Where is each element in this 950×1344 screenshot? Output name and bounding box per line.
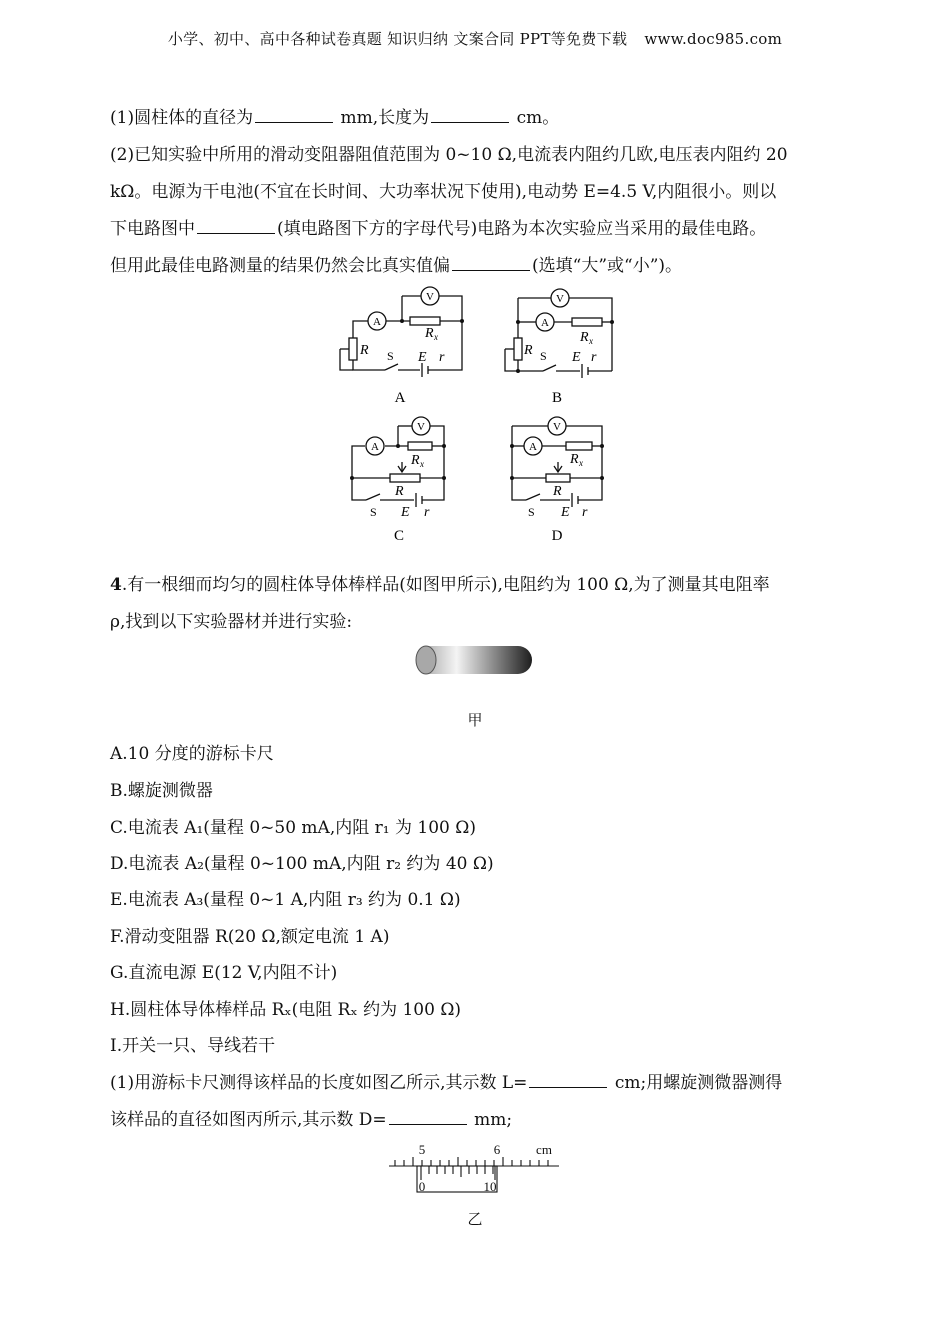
q3-p2-l4-text-a: 但用此最佳电路测量的结果仍然会比真实值偏 <box>110 256 450 276</box>
sym-v: V <box>553 421 561 433</box>
q4-p1-text-d: mm; <box>474 1110 513 1130</box>
unit-label: cm <box>536 1142 552 1157</box>
sym-s: S <box>387 349 394 363</box>
sym-rx: R <box>580 330 589 345</box>
answer-blank-circuit[interactable] <box>197 219 275 234</box>
sym-rx: R <box>570 452 579 467</box>
q3-p2-l4-text-b: (选填“大”或“小”)。 <box>532 256 683 276</box>
q3-p1-text-a: (1)圆柱体的直径为 <box>110 108 254 128</box>
circuit-label-d: D <box>551 528 563 544</box>
q4-item-i: I.开关一只、导线若干 <box>110 1036 276 1056</box>
circuit-label-b: B <box>551 390 563 406</box>
sym-a: A <box>371 441 379 453</box>
answer-blank-l[interactable] <box>529 1073 607 1088</box>
q4-item-e: E.电流表 A₃(量程 0~1 A,内阻 r₃ 约为 0.1 Ω) <box>110 890 461 910</box>
vernier-caliper <box>385 1140 575 1200</box>
q4-part1-line1 <box>110 1073 782 1093</box>
q4-intro-line1 <box>110 575 770 595</box>
sym-r: R <box>395 484 404 499</box>
sym-a: A <box>529 441 537 453</box>
sym-r-int: r <box>439 350 445 365</box>
sym-sub-x: x <box>434 332 438 342</box>
q3-p2-l3-text-a: 下电路图中 <box>110 219 195 239</box>
main-scale-ticks <box>395 1157 548 1166</box>
sym-e: E <box>401 505 410 520</box>
answer-blank-length[interactable] <box>431 108 509 123</box>
sym-r-int: r <box>582 505 588 520</box>
q3-p2-line2: kΩ。电源为干电池(不宜在长时间、大功率状况下使用),电动势 E=4.5 V,内阻很小。则以 <box>110 182 777 202</box>
circuit-label-a: A <box>394 390 406 406</box>
q4-p1-text-c: 该样品的直径如图丙所示,其示数 D= <box>110 1110 387 1130</box>
q4-number: 4 <box>110 575 122 595</box>
q3-p1-text-b: mm,长度为 <box>340 108 430 128</box>
sym-rx: R <box>425 326 434 341</box>
vernier-scale-ticks <box>421 1166 495 1180</box>
sym-rx: R <box>411 453 420 468</box>
sym-s: S <box>540 349 547 363</box>
q3-p2-l3-text-b: (填电路图下方的字母代号)电路为本次实验应当采用的最佳电路。 <box>277 219 767 239</box>
sym-v: V <box>426 291 434 303</box>
header-tagline: 小学、初中、高中各种试卷真题 知识归纳 文案合同 PPT等免费下载 <box>167 30 628 48</box>
circuit-label-c: C <box>393 528 405 544</box>
circuit-diagrams <box>0 280 950 580</box>
sym-s: S <box>528 505 535 519</box>
answer-blank-diameter[interactable] <box>255 108 333 123</box>
q3-p2-line1: (2)已知实验中所用的滑动变阻器阻值范围为 0~10 Ω,电流表内阻约几欧,电压表内阻约 20 <box>110 145 788 165</box>
figure-caption-yi: 乙 <box>467 1210 483 1228</box>
q4-item-b: B.螺旋测微器 <box>110 781 213 801</box>
header-url: www.doc985.com <box>644 30 783 48</box>
main-label-6: 6 <box>493 1142 501 1157</box>
q4-item-g: G.直流电源 E(12 V,内阻不计) <box>110 963 338 983</box>
sym-r-int: r <box>424 505 430 520</box>
sym-r: R <box>553 484 562 499</box>
sym-v: V <box>417 421 425 433</box>
q4-intro-text: .有一根细而均匀的圆柱体导体棒样品(如图甲所示),电阻约为 100 Ω,为了测量其电阻率 <box>121 575 770 595</box>
q4-item-a: A.10 分度的游标卡尺 <box>110 744 274 764</box>
q4-part1-line2 <box>110 1110 512 1130</box>
page-header <box>0 28 950 49</box>
circuit-b <box>505 298 612 378</box>
sym-sub-x: x <box>579 458 583 468</box>
sym-sub-x: x <box>420 459 424 469</box>
q4-item-d: D.电流表 A₂(量程 0~100 mA,内阻 r₂ 约为 40 Ω) <box>110 854 494 874</box>
q4-item-c: C.电流表 A₁(量程 0~50 mA,内阻 r₁ 为 100 Ω) <box>110 818 476 838</box>
sym-v: V <box>556 293 564 305</box>
vernier-label-0: 0 <box>418 1179 426 1194</box>
vernier-label-10: 10 <box>483 1179 497 1194</box>
q4-intro-line2: ρ,找到以下实验器材并进行实验: <box>110 612 353 632</box>
sym-r: R <box>360 343 369 358</box>
figure-caption-jia: 甲 <box>467 711 483 729</box>
q3-p2-line3 <box>110 219 766 239</box>
q3-part1 <box>110 108 559 128</box>
q4-p1-text-a: (1)用游标卡尺测得该样品的长度如图乙所示,其示数 L= <box>110 1073 528 1093</box>
answer-blank-error[interactable] <box>452 256 530 271</box>
answer-blank-d[interactable] <box>389 1110 467 1125</box>
sym-a: A <box>373 316 381 328</box>
main-label-5: 5 <box>418 1142 426 1157</box>
sym-a: A <box>541 317 549 329</box>
q4-item-f: F.滑动变阻器 R(20 Ω,额定电流 1 A) <box>110 927 390 947</box>
q3-p2-line4 <box>110 256 682 276</box>
sym-s: S <box>370 505 377 519</box>
q3-p1-text-c: cm。 <box>516 108 560 128</box>
sym-e: E <box>561 505 570 520</box>
q4-item-h: H.圆柱体导体棒样品 Rₓ(电阻 Rₓ 约为 100 Ω) <box>110 1000 462 1020</box>
sym-r: R <box>524 343 533 358</box>
sym-e: E <box>418 350 427 365</box>
cylinder-sample <box>412 644 542 676</box>
sym-sub-x: x <box>589 336 593 346</box>
sym-e: E <box>572 350 581 365</box>
q4-p1-text-b: cm;用螺旋测微器测得 <box>614 1073 783 1093</box>
sym-r-int: r <box>591 350 597 365</box>
